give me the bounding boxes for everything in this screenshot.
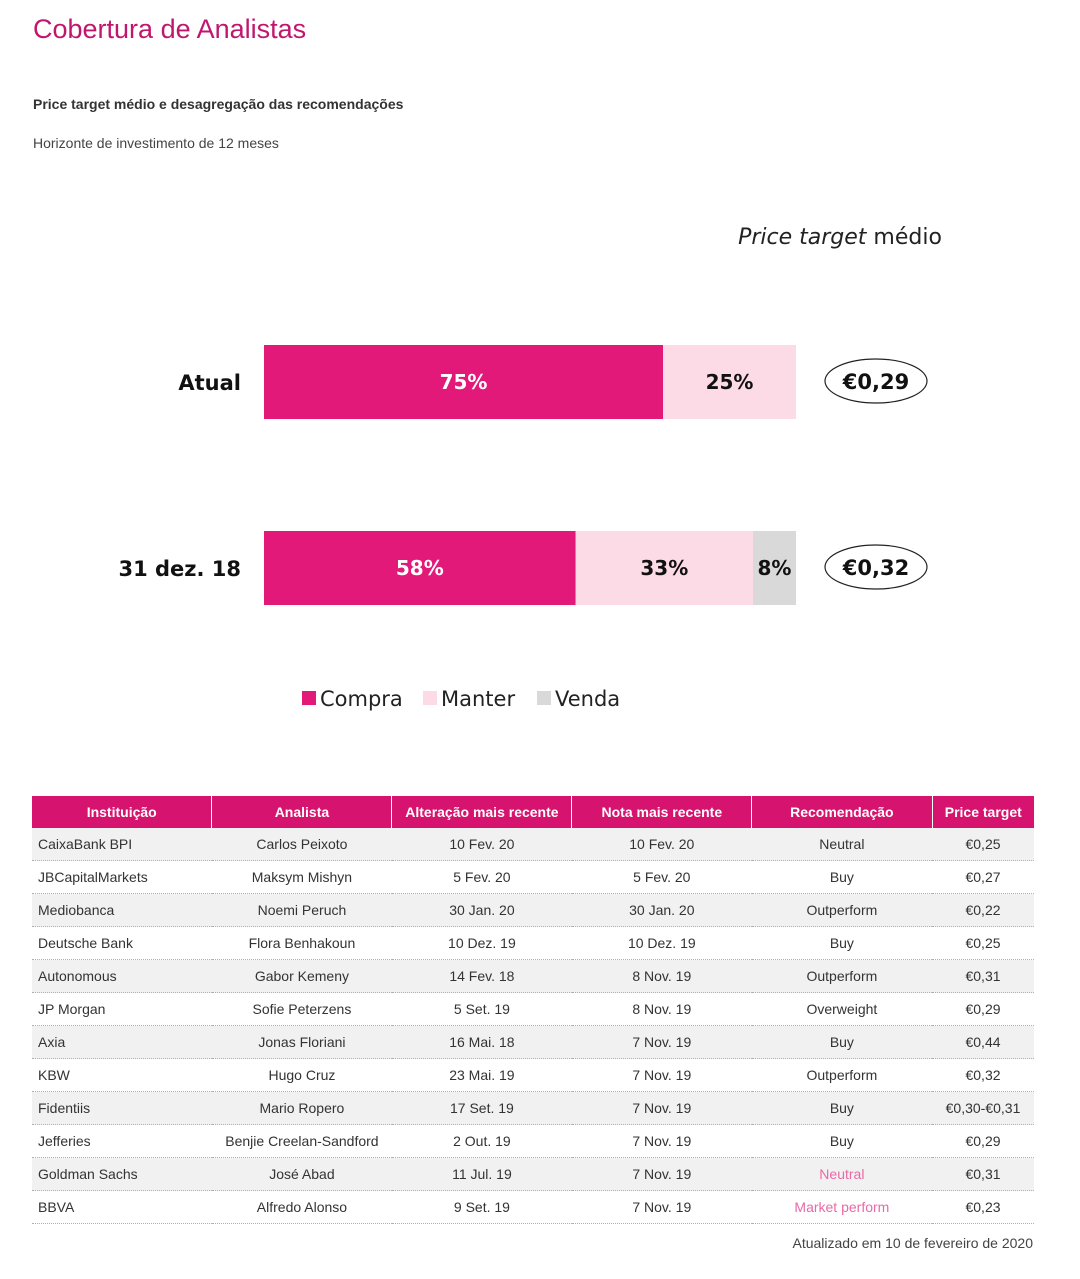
cell-price-target: €0,30-€0,31 (932, 1092, 1034, 1125)
updated-note: Atualizado em 10 de fevereiro de 2020 (792, 1235, 1033, 1251)
cell-recommendation: Neutral (752, 1158, 932, 1191)
cell-institution: BBVA (32, 1191, 212, 1224)
table-row (32, 1125, 1034, 1158)
cell-price-target: €0,27 (932, 861, 1034, 894)
col-header-analyst: Analista (212, 796, 392, 828)
table-row (32, 993, 1034, 1026)
cell-recommendation: Outperform (752, 960, 932, 993)
legend-swatch-manter (423, 691, 437, 705)
table-row (32, 927, 1034, 960)
cell-latest-change: 16 Mai. 18 (392, 1026, 572, 1059)
cell-price-target: €0,31 (932, 960, 1034, 993)
cell-price-target: €0,23 (932, 1191, 1034, 1224)
cell-recommendation: Market perform (752, 1191, 932, 1224)
cell-latest-note: 30 Jan. 20 (572, 894, 752, 927)
cell-institution: CaixaBank BPI (32, 828, 212, 861)
cell-analyst: José Abad (212, 1158, 392, 1191)
cell-latest-change: 14 Fev. 18 (392, 960, 572, 993)
table-row (32, 1191, 1034, 1224)
table-row (32, 1059, 1034, 1092)
cell-analyst: Alfredo Alonso (212, 1191, 392, 1224)
cell-recommendation: Buy (752, 1125, 932, 1158)
col-header-price-target: Price target (932, 796, 1034, 828)
cell-recommendation: Buy (752, 927, 932, 960)
cell-latest-note: 7 Nov. 19 (572, 1191, 752, 1224)
cell-institution: Mediobanca (32, 894, 212, 927)
cell-recommendation: Buy (752, 1026, 932, 1059)
cell-latest-change: 11 Jul. 19 (392, 1158, 572, 1191)
cell-institution: Autonomous (32, 960, 212, 993)
cell-latest-note: 7 Nov. 19 (572, 1125, 752, 1158)
cell-latest-note: 8 Nov. 19 (572, 960, 752, 993)
cell-institution: JP Morgan (32, 993, 212, 1026)
cell-latest-note: 7 Nov. 19 (572, 1158, 752, 1191)
cell-latest-change: 17 Set. 19 (392, 1092, 572, 1125)
cell-analyst: Maksym Mishyn (212, 861, 392, 894)
cell-institution: JBCapitalMarkets (32, 861, 212, 894)
cell-latest-change: 23 Mai. 19 (392, 1059, 572, 1092)
cell-latest-change: 2 Out. 19 (392, 1125, 572, 1158)
chart-legend (302, 687, 620, 711)
cell-recommendation: Buy (752, 861, 932, 894)
col-header-recommendation: Recomendação (752, 796, 932, 828)
col-header-latest-change: Alteração mais recente (392, 796, 572, 828)
cell-price-target: €0,22 (932, 894, 1034, 927)
cell-latest-change: 9 Set. 19 (392, 1191, 572, 1224)
cell-institution: Deutsche Bank (32, 927, 212, 960)
table-row (32, 828, 1034, 861)
cell-analyst: Mario Ropero (212, 1092, 392, 1125)
cell-latest-note: 10 Dez. 19 (572, 927, 752, 960)
cell-price-target: €0,32 (932, 1059, 1034, 1092)
cell-institution: Fidentiis (32, 1092, 212, 1125)
cell-latest-change: 5 Fev. 20 (392, 861, 572, 894)
cell-analyst: Jonas Floriani (212, 1026, 392, 1059)
cell-latest-change: 30 Jan. 20 (392, 894, 572, 927)
price-target-title (738, 225, 942, 250)
legend-label-compra: Compra (320, 687, 403, 711)
cell-recommendation: Outperform (752, 894, 932, 927)
investment-horizon: Horizonte de investimento de 12 meses (33, 135, 279, 151)
category-label: 31 dez. 18 (118, 557, 241, 581)
cell-price-target: €0,29 (932, 993, 1034, 1026)
cell-institution: Jefferies (32, 1125, 212, 1158)
cell-analyst: Benjie Creelan-Sandford (212, 1125, 392, 1158)
section-subtitle: Price target médio e desagregação das recomendações (33, 96, 404, 112)
cell-latest-note: 5 Fev. 20 (572, 861, 752, 894)
cell-recommendation: Buy (752, 1092, 932, 1125)
cell-latest-change: 10 Dez. 19 (392, 927, 572, 960)
cell-price-target: €0,44 (932, 1026, 1034, 1059)
cell-analyst: Flora Benhakoun (212, 927, 392, 960)
price-target-title-italic: Price target (738, 225, 867, 250)
cell-price-target: €0,25 (932, 828, 1034, 861)
table-row (32, 894, 1034, 927)
table-body (32, 828, 1034, 1224)
page-title: Cobertura de Analistas (33, 14, 307, 44)
price-target-value: €0,32 (842, 556, 910, 580)
cell-analyst: Carlos Peixoto (212, 828, 392, 861)
category-label: Atual (178, 371, 241, 395)
bar-value-label: 33% (640, 556, 689, 580)
price-target-title-rest: médio (873, 225, 942, 250)
cell-price-target: €0,29 (932, 1125, 1034, 1158)
cell-recommendation: Neutral (752, 828, 932, 861)
legend-label-venda: Venda (555, 687, 621, 711)
table-row (32, 1026, 1034, 1059)
cell-recommendation: Overweight (752, 993, 932, 1026)
cell-institution: KBW (32, 1059, 212, 1092)
recommendations-chart (0, 200, 1080, 740)
price-target-value: €0,29 (842, 370, 910, 394)
bar-value-label: 58% (395, 556, 444, 580)
bar-value-label: 75% (439, 370, 488, 394)
cell-latest-note: 8 Nov. 19 (572, 993, 752, 1026)
cell-latest-note: 7 Nov. 19 (572, 1059, 752, 1092)
cell-analyst: Gabor Kemeny (212, 960, 392, 993)
table-row (32, 1092, 1034, 1125)
cell-price-target: €0,25 (932, 927, 1034, 960)
col-header-latest-note: Nota mais recente (572, 796, 752, 828)
legend-label-manter: Manter (441, 687, 516, 711)
cell-price-target: €0,31 (932, 1158, 1034, 1191)
cell-latest-change: 5 Set. 19 (392, 993, 572, 1026)
table-row (32, 861, 1034, 894)
bars-group (118, 345, 927, 605)
cell-latest-note: 7 Nov. 19 (572, 1092, 752, 1125)
cell-analyst: Hugo Cruz (212, 1059, 392, 1092)
bar-value-label: 8% (757, 556, 792, 580)
legend-swatch-venda (537, 691, 551, 705)
cell-latest-note: 7 Nov. 19 (572, 1026, 752, 1059)
analyst-table (32, 796, 1034, 1224)
cell-latest-change: 10 Fev. 20 (392, 828, 572, 861)
table-row (32, 960, 1034, 993)
bar-value-label: 25% (705, 370, 754, 394)
table-row (32, 1158, 1034, 1191)
cell-recommendation: Outperform (752, 1059, 932, 1092)
col-header-institution: Instituição (32, 796, 212, 828)
table-header-row (32, 796, 1034, 828)
cell-institution: Axia (32, 1026, 212, 1059)
cell-analyst: Sofie Peterzens (212, 993, 392, 1026)
cell-latest-note: 10 Fev. 20 (572, 828, 752, 861)
legend-swatch-compra (302, 691, 316, 705)
cell-institution: Goldman Sachs (32, 1158, 212, 1191)
cell-analyst: Noemi Peruch (212, 894, 392, 927)
